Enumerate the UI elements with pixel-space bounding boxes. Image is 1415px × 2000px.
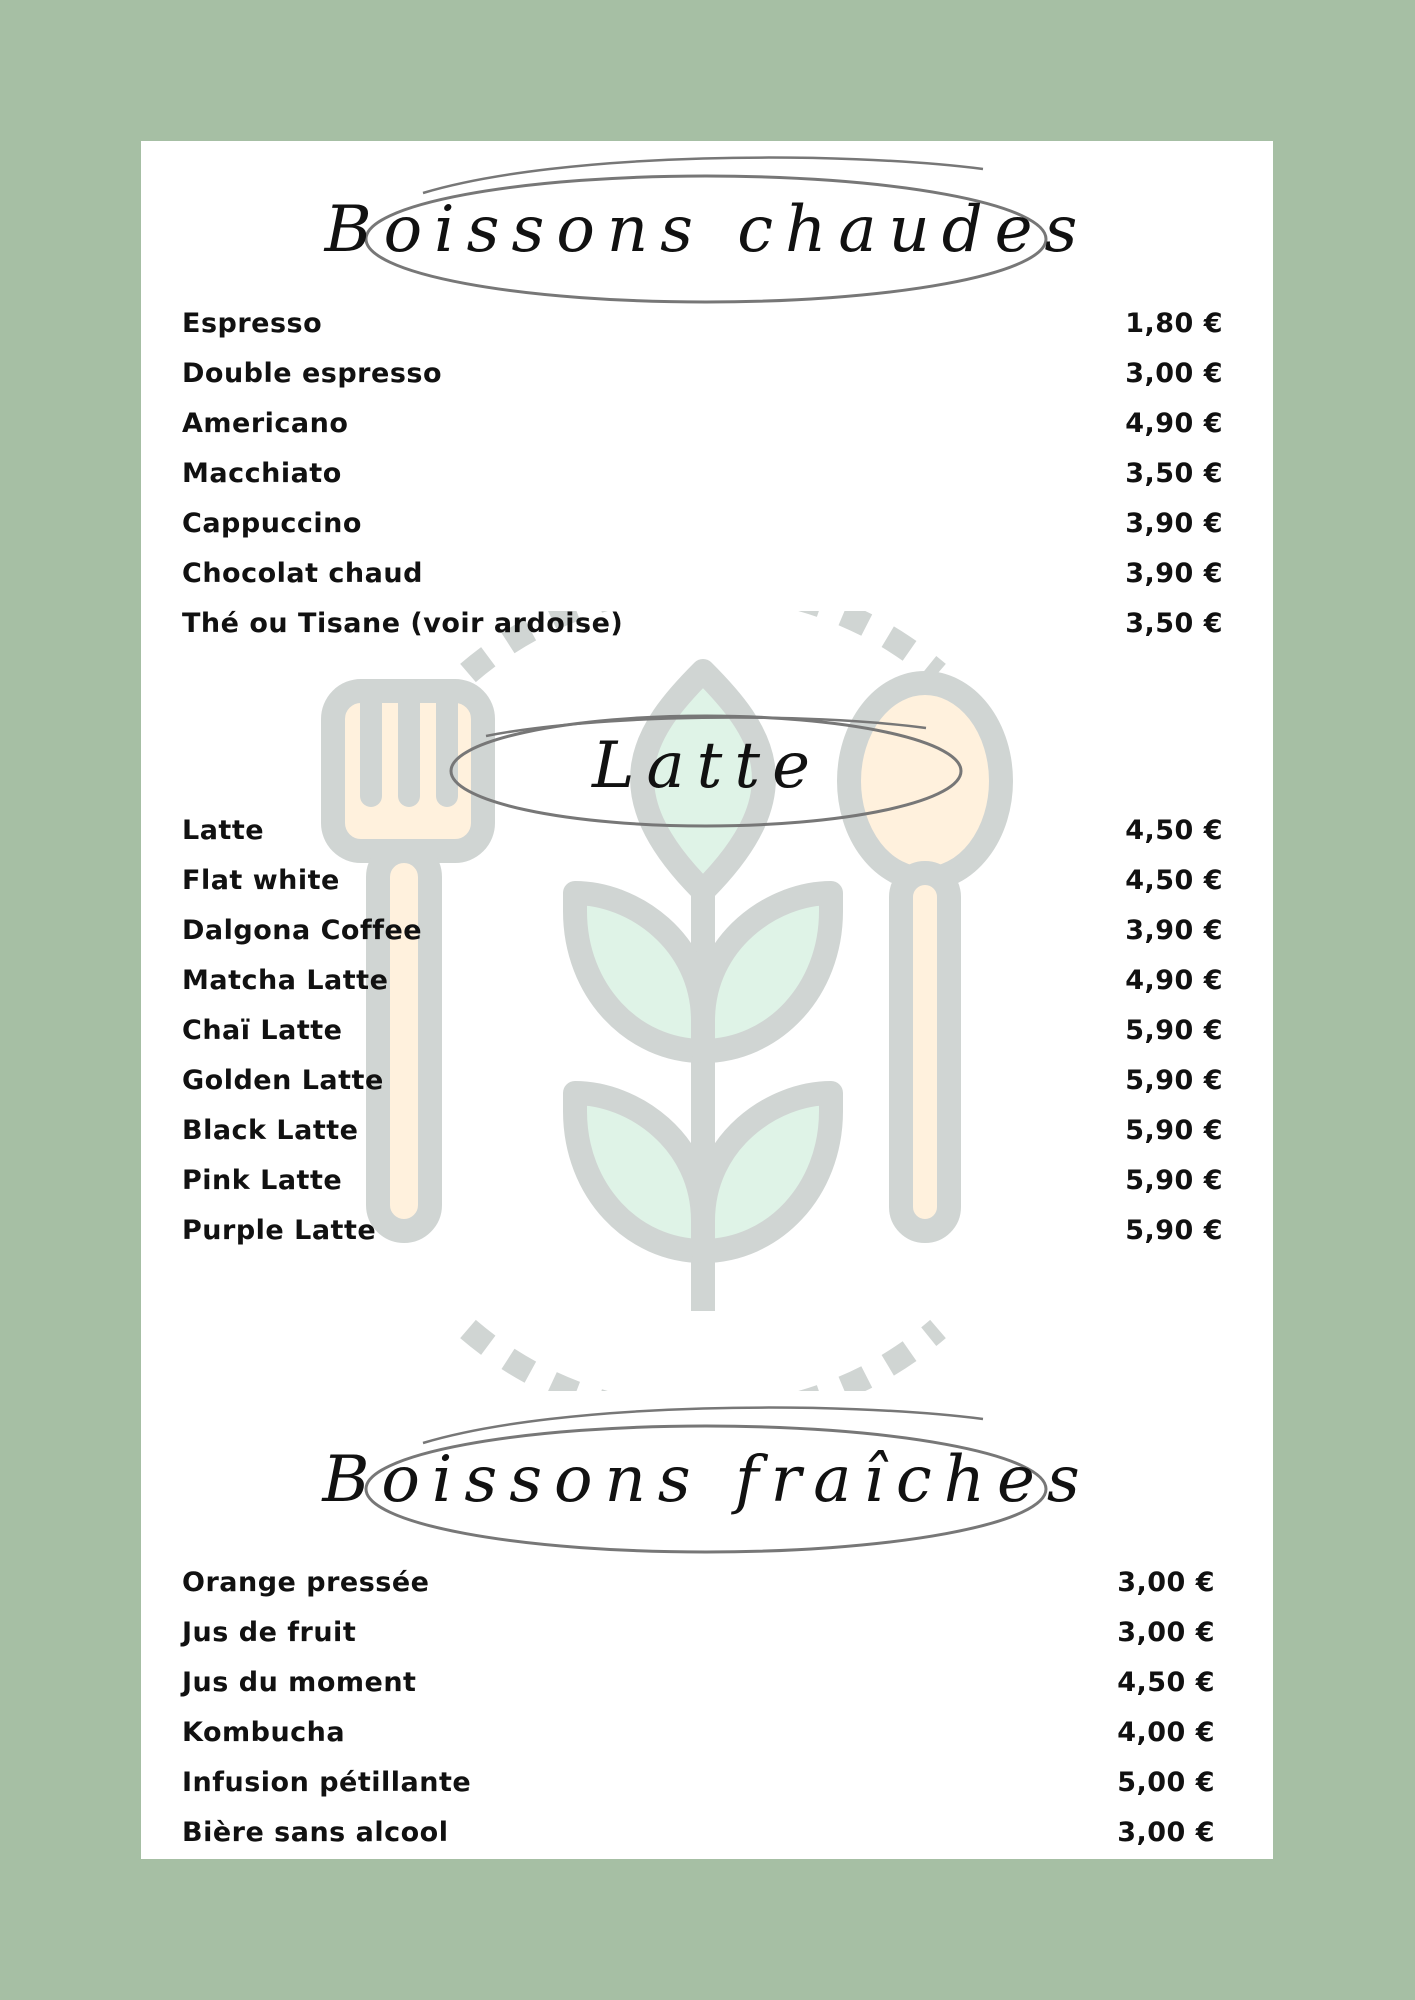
menu-item xyxy=(182,548,1223,598)
item-price: 5,90 € xyxy=(1125,1014,1223,1046)
menu-item xyxy=(182,448,1223,498)
menu-item xyxy=(182,1105,1223,1155)
item-name: Orange pressée xyxy=(182,1566,430,1598)
item-name: Macchiato xyxy=(182,457,342,489)
item-price: 3,90 € xyxy=(1125,557,1223,589)
item-price: 4,50 € xyxy=(1117,1666,1215,1698)
item-price: 5,90 € xyxy=(1125,1214,1223,1246)
item-name: Latte xyxy=(182,814,265,846)
item-price: 4,90 € xyxy=(1125,964,1223,996)
menu-sheet xyxy=(141,141,1273,1859)
item-price: 3,50 € xyxy=(1125,457,1223,489)
menu-item xyxy=(182,1155,1223,1205)
item-price: 4,00 € xyxy=(1117,1716,1215,1748)
item-price: 3,50 € xyxy=(1125,607,1223,639)
item-name: Dalgona Coffee xyxy=(182,914,423,946)
menu-item xyxy=(182,398,1223,448)
section-title-hot-drinks: Boissons chaudes xyxy=(324,193,1090,267)
latte-list xyxy=(182,805,1223,1255)
item-name: Bière sans alcool xyxy=(182,1816,449,1848)
item-name: Thé ou Tisane (voir ardoise) xyxy=(182,607,624,639)
item-price: 5,00 € xyxy=(1117,1766,1215,1798)
item-price: 3,00 € xyxy=(1117,1816,1215,1848)
item-price: 3,00 € xyxy=(1125,357,1223,389)
item-price: 5,90 € xyxy=(1125,1114,1223,1146)
menu-item xyxy=(182,1757,1215,1807)
item-name: Jus du moment xyxy=(182,1666,417,1698)
menu-item xyxy=(182,1205,1223,1255)
item-price: 5,90 € xyxy=(1125,1164,1223,1196)
menu-item xyxy=(182,1707,1215,1757)
menu-item xyxy=(182,905,1223,955)
item-price: 4,50 € xyxy=(1125,864,1223,896)
menu-item xyxy=(182,348,1223,398)
item-price: 3,00 € xyxy=(1117,1616,1215,1648)
cold-drinks-list xyxy=(182,1557,1215,1857)
hot-drinks-list xyxy=(182,298,1223,648)
item-name: Cappuccino xyxy=(182,507,362,539)
menu-item xyxy=(182,1807,1215,1857)
item-price: 3,00 € xyxy=(1117,1566,1215,1598)
menu-item xyxy=(182,498,1223,548)
item-name: Matcha Latte xyxy=(182,964,389,996)
menu-item xyxy=(182,1607,1215,1657)
item-name: Jus de fruit xyxy=(182,1616,357,1648)
item-name: Black Latte xyxy=(182,1114,359,1146)
menu-item xyxy=(182,855,1223,905)
menu-item xyxy=(182,1055,1223,1105)
item-price: 3,90 € xyxy=(1125,507,1223,539)
item-price: 3,90 € xyxy=(1125,914,1223,946)
section-title-cold-drinks: Boissons fraîches xyxy=(322,1443,1092,1517)
item-price: 4,90 € xyxy=(1125,407,1223,439)
item-name: Americano xyxy=(182,407,349,439)
item-name: Flat white xyxy=(182,864,340,896)
item-name: Double espresso xyxy=(182,357,443,389)
item-price: 1,80 € xyxy=(1125,307,1223,339)
menu-item xyxy=(182,805,1223,855)
section-title-latte: Latte xyxy=(592,729,822,803)
item-name: Infusion pétillante xyxy=(182,1766,472,1798)
item-name: Purple Latte xyxy=(182,1214,377,1246)
item-name: Chocolat chaud xyxy=(182,557,423,589)
menu-item xyxy=(182,955,1223,1005)
menu-item xyxy=(182,1557,1215,1607)
menu-item xyxy=(182,1005,1223,1055)
menu-item xyxy=(182,298,1223,348)
menu-item xyxy=(182,1657,1215,1707)
item-price: 4,50 € xyxy=(1125,814,1223,846)
item-name: Pink Latte xyxy=(182,1164,343,1196)
item-name: Chaï Latte xyxy=(182,1014,343,1046)
item-name: Espresso xyxy=(182,307,323,339)
item-price: 5,90 € xyxy=(1125,1064,1223,1096)
item-name: Kombucha xyxy=(182,1716,346,1748)
item-name: Golden Latte xyxy=(182,1064,384,1096)
menu-item xyxy=(182,598,1223,648)
